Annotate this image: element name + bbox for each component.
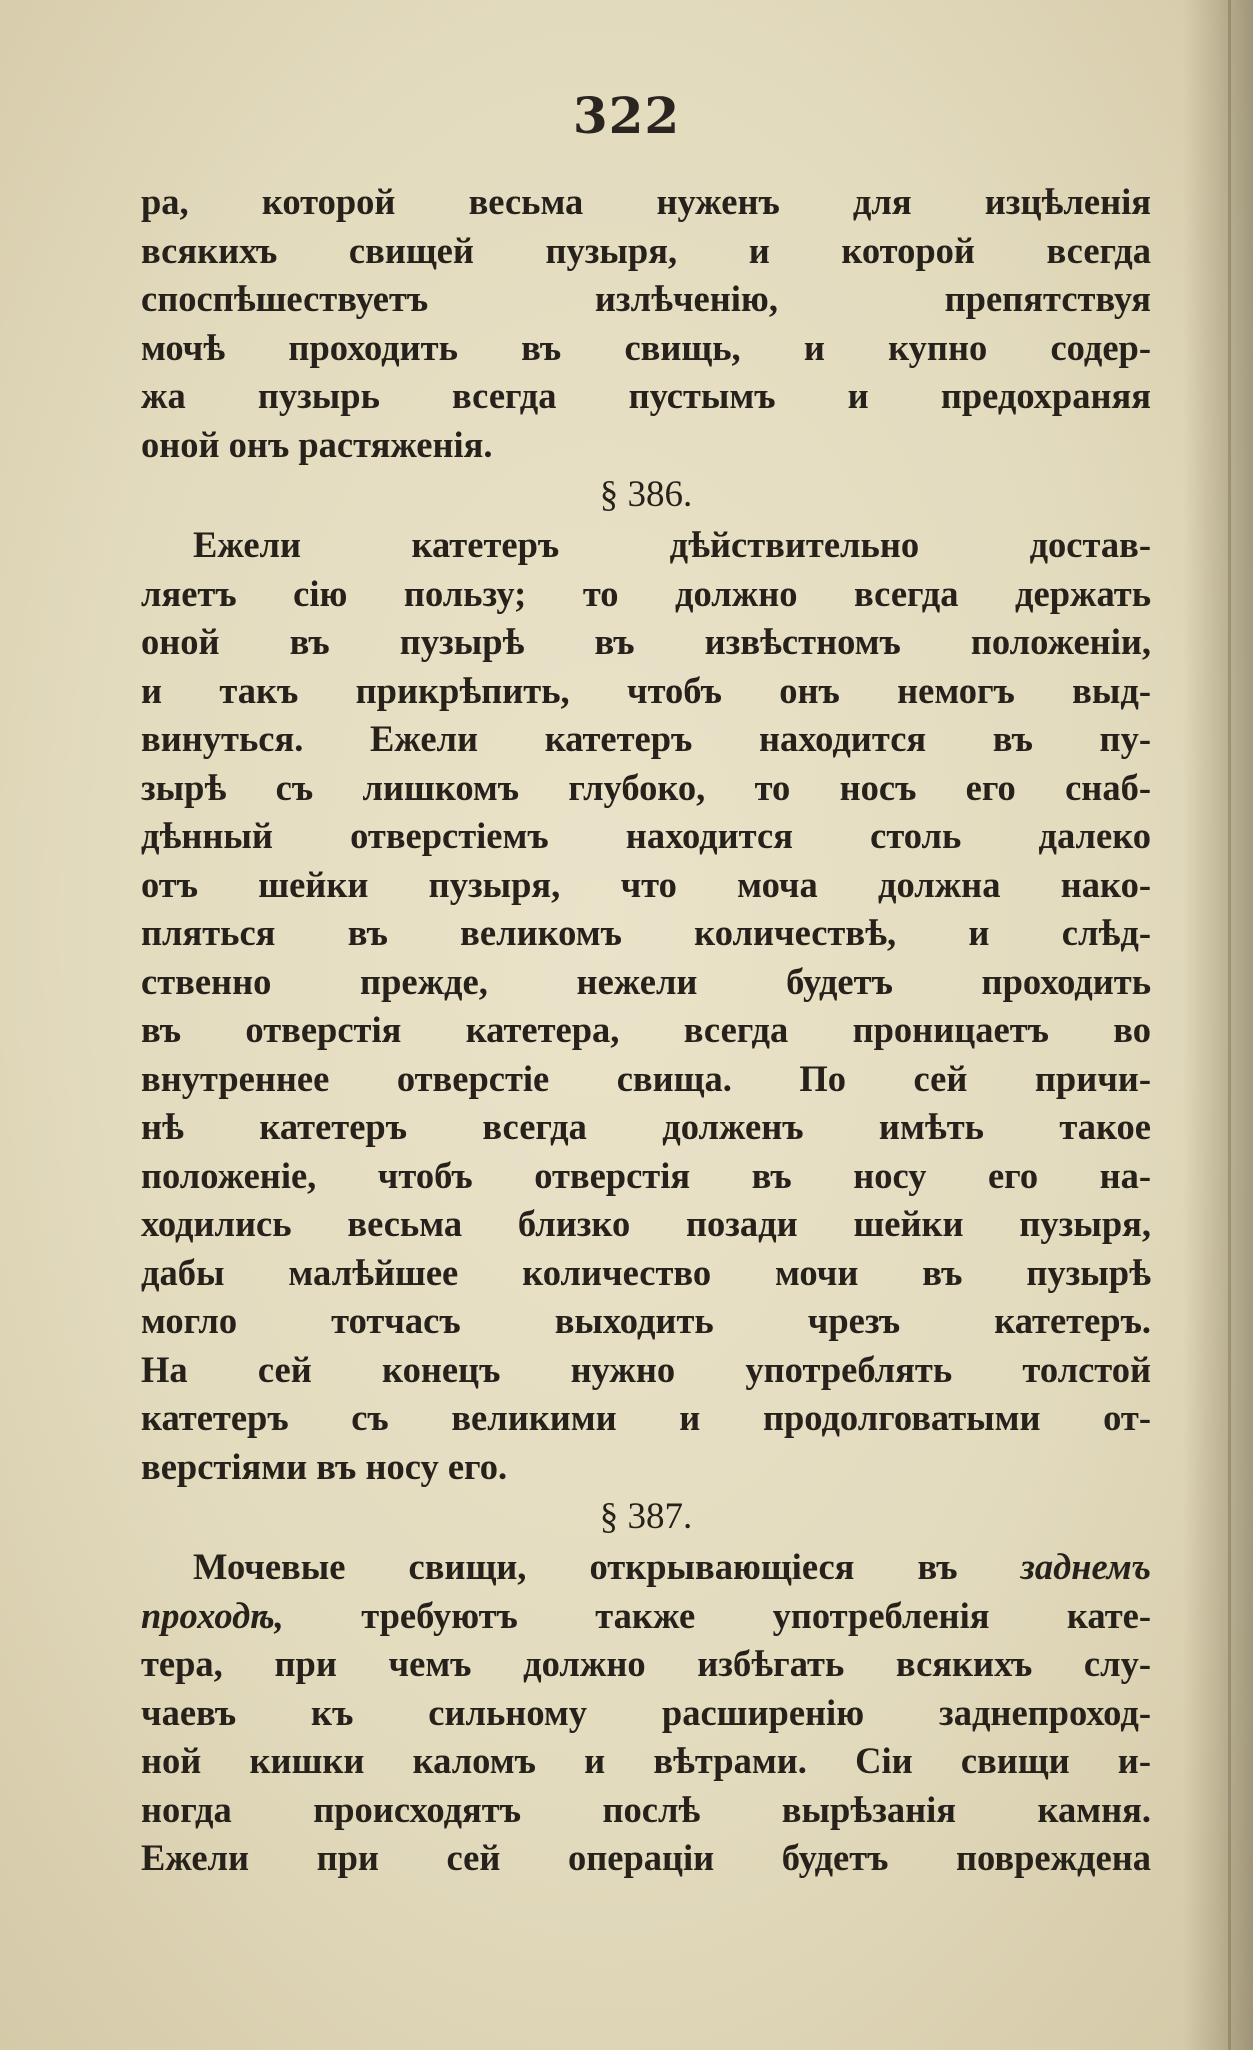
text-span: Мочевые свищи, открывающіеся въ xyxy=(193,1546,958,1587)
text-line: катетеръ съ великими и продолговатыми от- xyxy=(141,1397,1151,1438)
text-span: требуютъ также употребленія кате- xyxy=(361,1594,1151,1636)
text-line: пляться въ великомъ количествѣ, и слѣд- xyxy=(141,912,1151,953)
text-line: нѣ катетеръ всегда долженъ имѣть такое xyxy=(141,1106,1151,1147)
text-line: ходились весьма близко позади шейки пузыря, xyxy=(141,1203,1151,1244)
text-line: винуться. Ежели катетеръ находится въ пу- xyxy=(141,718,1151,759)
italic-term: заднемъ xyxy=(1020,1546,1151,1587)
text-line: тера, при чемъ должно избѣгать всякихъ слу- xyxy=(141,1643,1151,1684)
text-line: ра, которой весьма нуженъ для изцѣленія xyxy=(141,181,1151,222)
text-line: На сей конецъ нужно употреблять толстой xyxy=(141,1348,1151,1390)
text-line: ногда происходятъ послѣ вырѣзанія камня. xyxy=(141,1788,1151,1830)
text-line xyxy=(141,1543,1151,1592)
italic-term: проходѣ, xyxy=(141,1594,284,1636)
body-text xyxy=(141,178,1151,1883)
text-line: жа пузырь всегда пустымъ и предохраняя xyxy=(141,375,1151,416)
section-heading-387: § 387. xyxy=(599,1496,693,1537)
text-line: ственно прежде, нежели будетъ проходить xyxy=(141,960,1151,1002)
text-line: чаевъ къ сильному расширенію заднепроход- xyxy=(141,1691,1151,1733)
text-line: могло тотчасъ выходить чрезъ катетеръ. xyxy=(141,1300,1151,1341)
book-spine-shadow xyxy=(1183,0,1253,2050)
text-line: ной кишки каломъ и вѣтрами. Сіи свищи и- xyxy=(141,1740,1151,1781)
text-line: внутреннее отверстіе свища. По сей причи- xyxy=(141,1057,1151,1099)
page-number: 322 xyxy=(572,86,681,145)
text-line: въ отверстія катетера, всегда проницаетъ во xyxy=(141,1009,1151,1050)
text-line xyxy=(141,1592,1151,1641)
text-line: зырѣ съ лишкомъ глубоко, то носъ его снаб- xyxy=(141,766,1151,808)
text-line: всякихъ свищей пузыря, и которой всегда xyxy=(141,229,1151,271)
text-line: мочѣ проходить въ свищь, и купно содер- xyxy=(141,326,1151,368)
text-line: положеніе, чтобъ отверстія въ носу его на- xyxy=(141,1154,1151,1196)
text-line: дабы малѣйшее количество мочи въ пузырѣ xyxy=(141,1251,1151,1293)
text-line: дѣнный отверстіемъ находится столь далеко xyxy=(141,815,1151,856)
text-line: верстіями въ носу его. xyxy=(141,1445,508,1487)
text-line: Ежели катетеръ дѣйствительно достав- xyxy=(193,524,1151,565)
text-line: оной въ пузырѣ въ извѣстномъ положеніи, xyxy=(141,621,1151,662)
text-line: Ежели при сей операціи будетъ повреждена xyxy=(141,1837,1151,1878)
text-line: и такъ прикрѣпить, чтобъ онъ немогъ выд- xyxy=(141,669,1151,711)
text-line: споспѣшествуетъ излѣченію, препятствуя xyxy=(141,278,1151,319)
section-heading-386: § 386. xyxy=(599,474,693,515)
text-line: отъ шейки пузыря, что моча должна нако- xyxy=(141,863,1151,905)
text-line: оной онъ растяженія. xyxy=(141,423,493,465)
page-edge xyxy=(1228,0,1231,2050)
text-line: ляетъ сію пользу; то должно всегда держать xyxy=(141,572,1151,614)
